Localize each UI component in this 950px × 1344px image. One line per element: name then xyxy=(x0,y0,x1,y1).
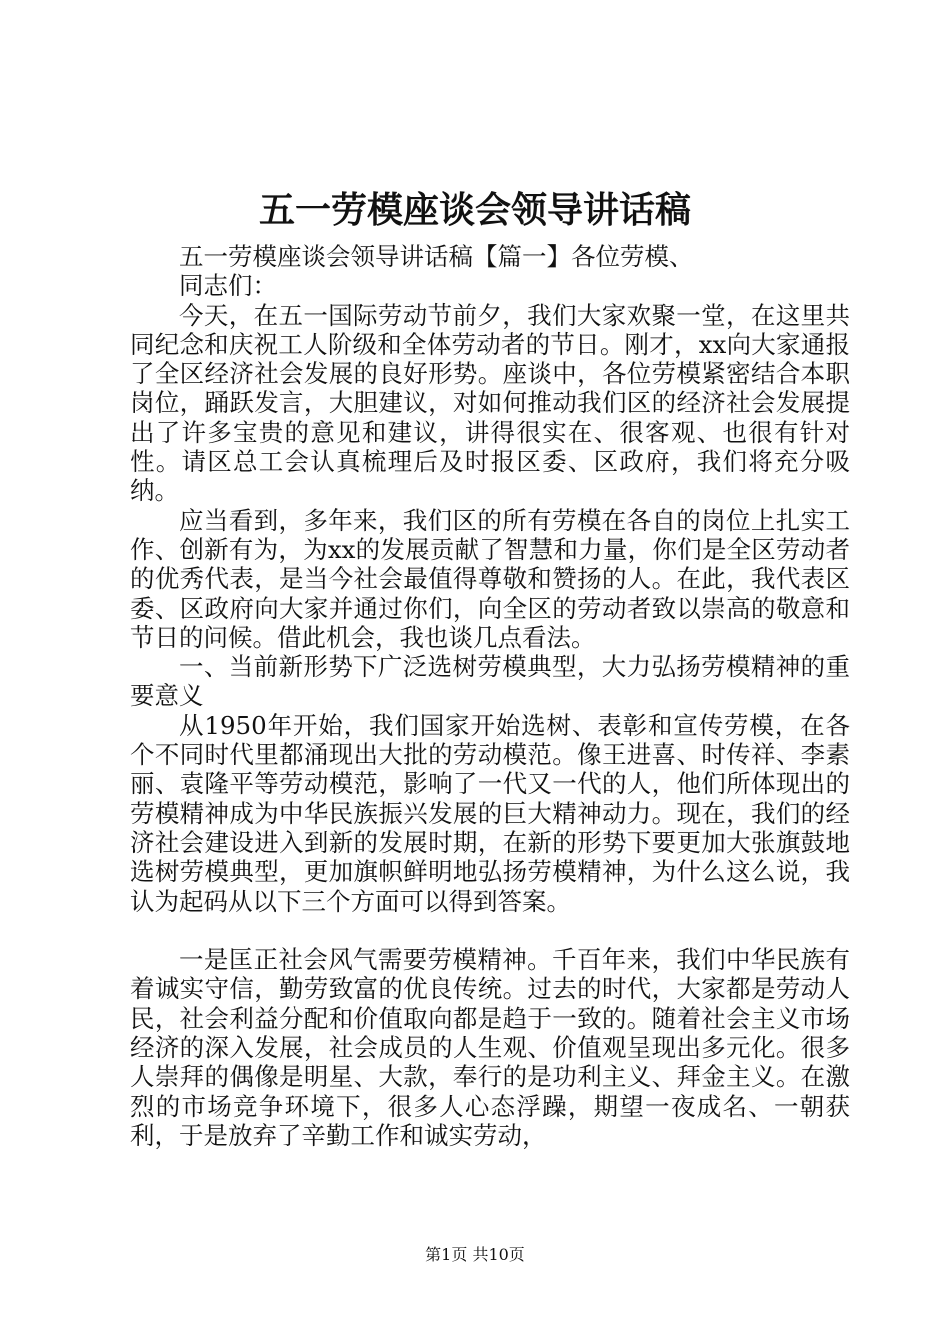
paragraph: 五一劳模座谈会领导讲话稿【篇一】各位劳模、 xyxy=(179,242,694,271)
section-heading: 一、当前新形势下广泛选树劳模典型，大力弘扬劳模精神的重要意义 xyxy=(130,652,850,711)
paragraph: 今天，在五一国际劳动节前夕，我们大家欢聚一堂，在这里共同纪念和庆祝工人阶级和全体劳动者的节日。刚才，xx向大家通报了全区经济社会发展的良好形势。座谈中，各位劳模紧密结合本职岗位，踊跃发言，大胆建议，对如何推动我们区的经济社会发展提出了许多宝贵的意见和建议，讲得很实在、很客观、也很有针对性。请区总工会认真梳理后及时报区委、区政府，我们将充分吸纳。 xyxy=(130,300,850,506)
paragraph: 从1950年开始，我们国家开始选树、表彰和宣传劳模，在各个不同时代里都涌现出大批的劳动模范。像王进喜、时传祥、李素丽、袁隆平等劳动模范，影响了一代又一代的人，他们所体现出的劳模精神成为中华民族振兴发展的巨大精神动力。现在，我们的经济社会建设进入到新的发展时期，在新的形势下要更加大张旗鼓地选树劳模典型，更加旗帜鲜明地弘扬劳模精神，为什么这么说，我认为起码从以下三个方面可以得到答案。 xyxy=(130,710,850,916)
paragraph: 应当看到，多年来，我们区的所有劳模在各自的岗位上扎实工作、创新有为，为xx的发展贡献了智慧和力量，你们是全区劳动者的优秀代表，是当今社会最值得尊敬和赞扬的人。在此，我代表区委、区政府向大家并通过你们，向全区的劳动者致以崇高的敬意和节日的问候。借此机会，我也谈几点看法。 xyxy=(130,505,850,652)
page-footer: 第1页 共10页 xyxy=(425,1245,525,1264)
paragraph: 一是匡正社会风气需要劳模精神。千百年来，我们中华民族有着诚实守信，勤劳致富的优良传统。过去的时代，大家都是劳动人民，社会利益分配和价值取向都是趋于一致的。随着社会主义市场经济的深入发展，社会成员的人生观、价值观呈现出多元化。很多人崇拜的偶像是明星、大款，奉行的是功利主义、拜金主义。在激烈的市场竞争环境下，很多人心态浮躁，期望一夜成名、一朝获利，于是放弃了辛勤工作和诚实劳动， xyxy=(130,945,850,1150)
document-body xyxy=(130,242,850,1150)
document-title: 五一劳模座谈会领导讲话稿 xyxy=(258,189,691,231)
paragraph: 同志们： xyxy=(179,271,277,301)
blank-line xyxy=(130,916,850,945)
